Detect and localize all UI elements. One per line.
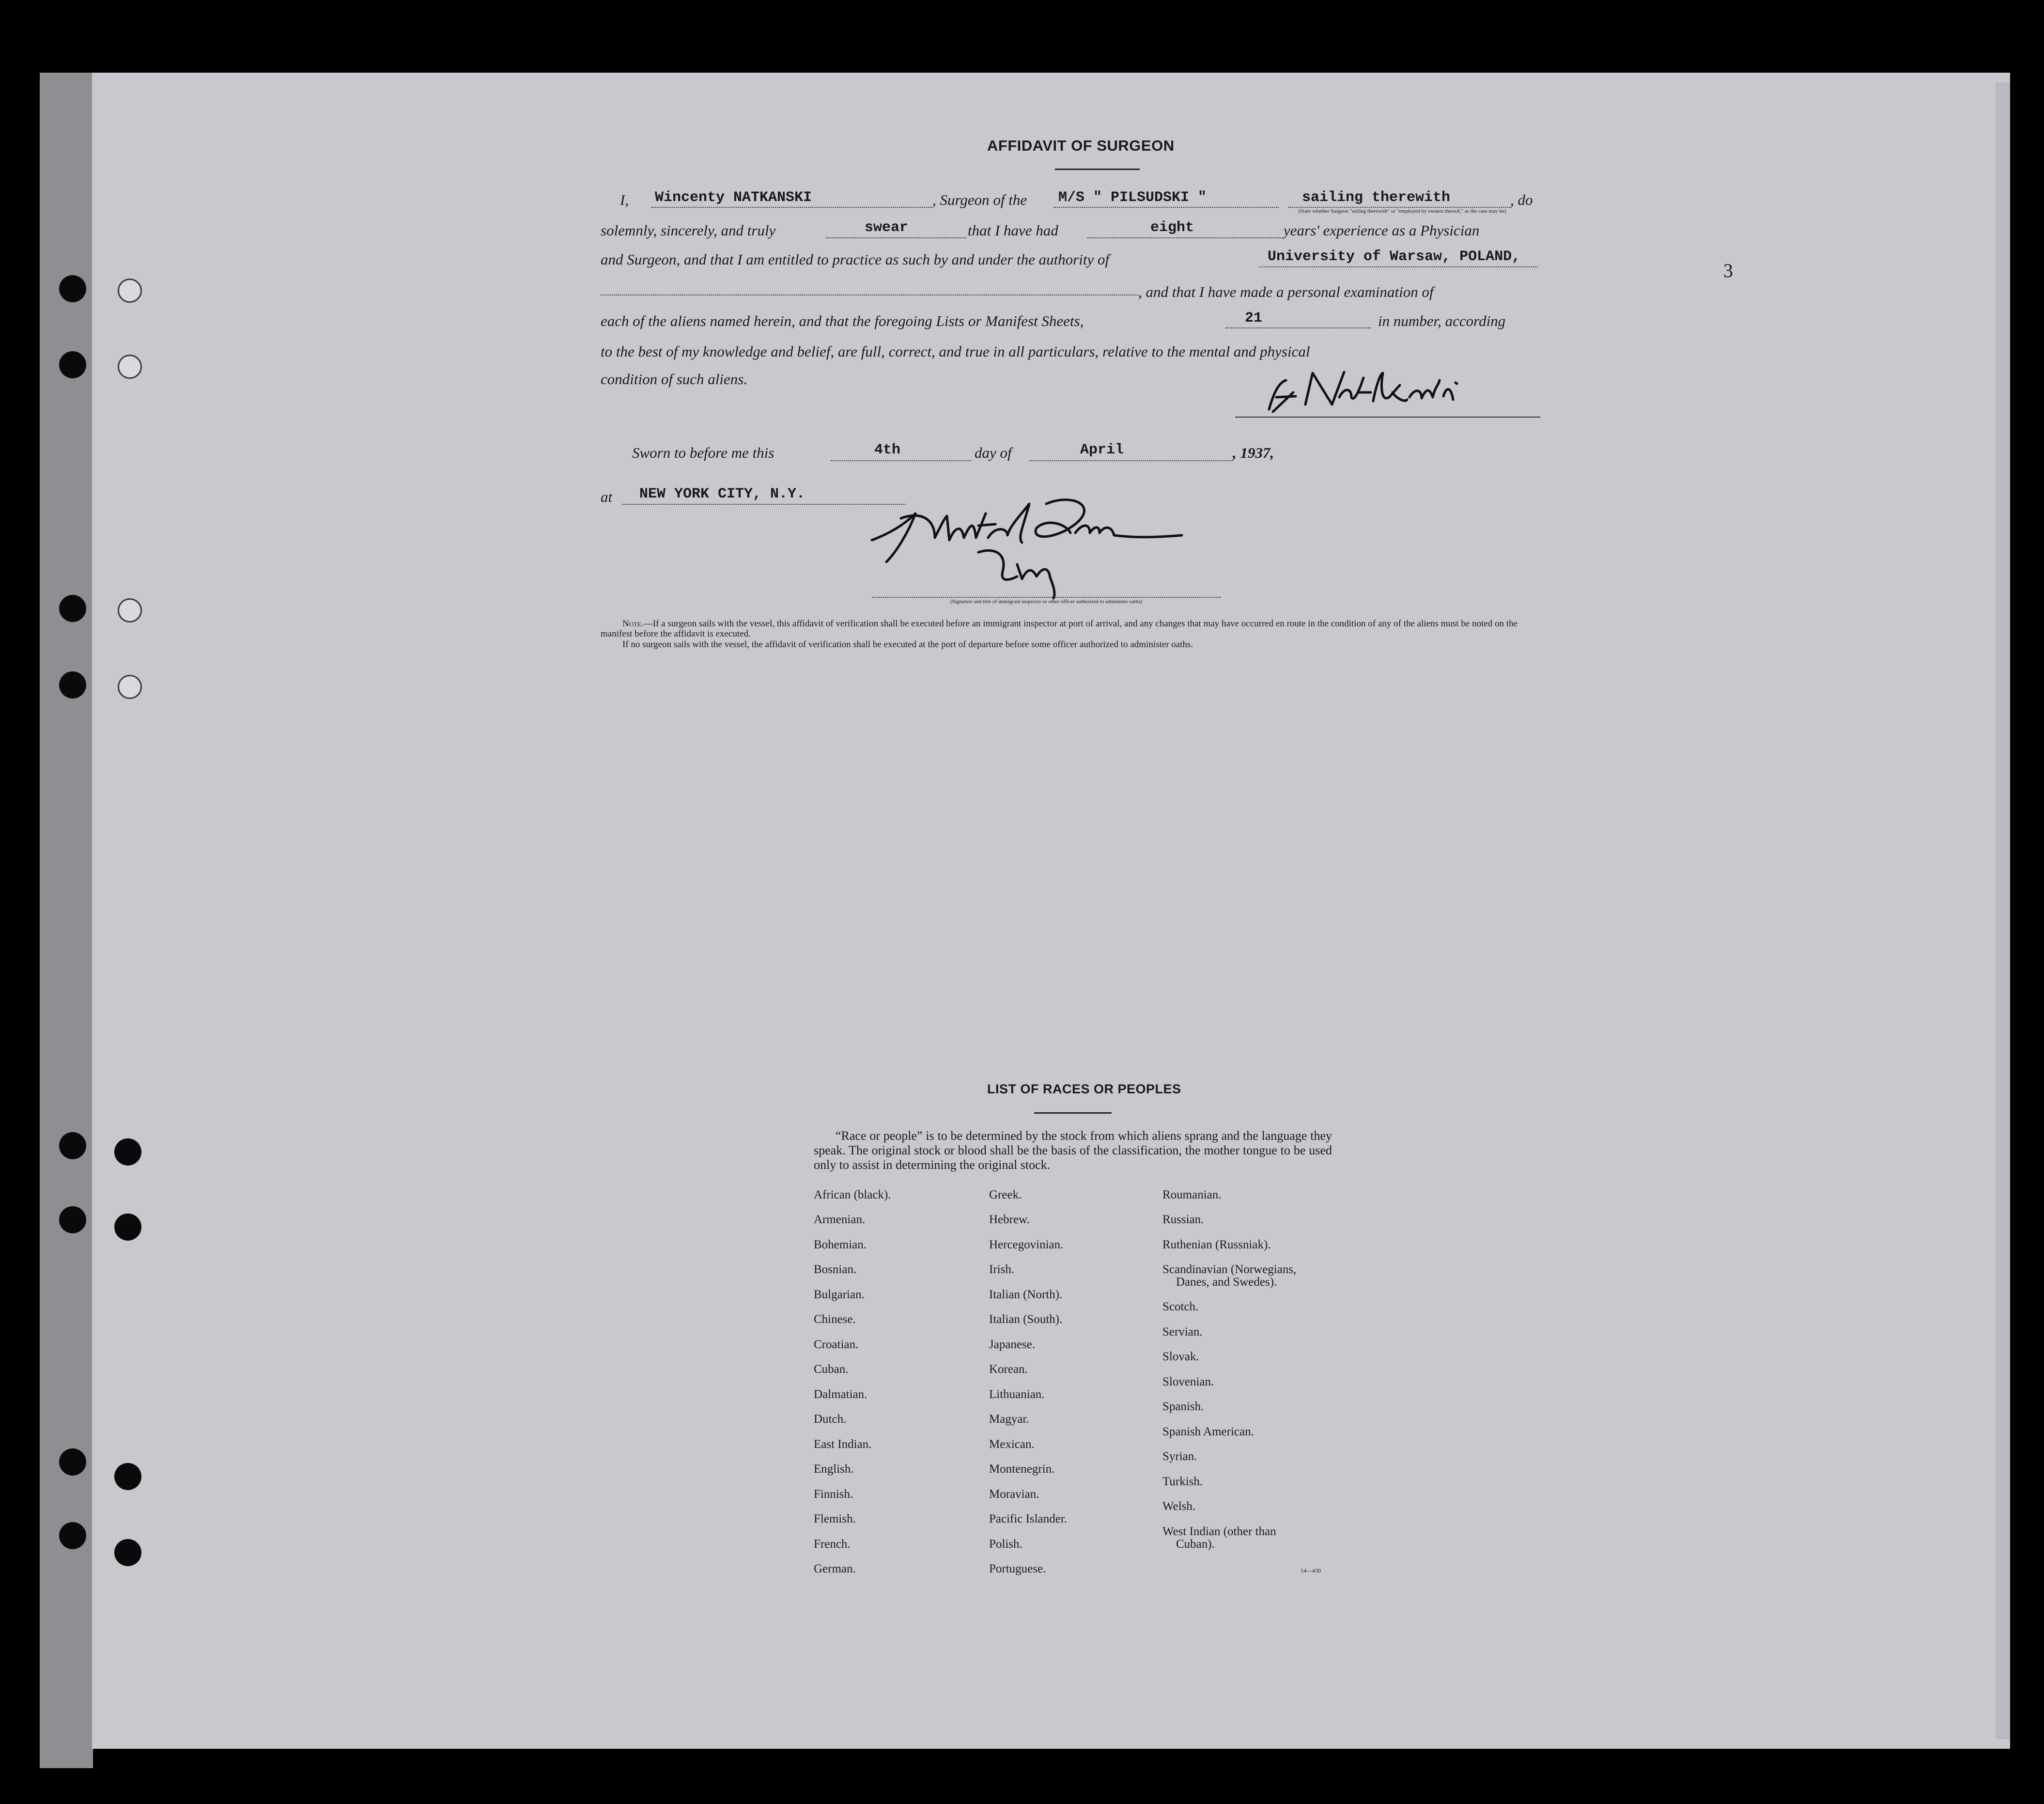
race-item: Greek. xyxy=(989,1188,1022,1201)
surgeon-name: Wincenty NATKANSKI xyxy=(655,189,812,206)
race-item: Italian (South). xyxy=(989,1313,1063,1326)
race-item: Slovak. xyxy=(1162,1350,1199,1363)
sheet-number: 3 xyxy=(1723,260,1733,281)
race-item: Pacific Islander. xyxy=(989,1512,1068,1525)
i-label: I, xyxy=(620,191,629,208)
race-item: Mexican. xyxy=(989,1438,1035,1451)
sheet-count: 21 xyxy=(1245,310,1263,327)
race-item: Dalmatian. xyxy=(814,1388,867,1401)
surgeon-status: sailing therewith xyxy=(1302,189,1451,206)
race-item: Finnish. xyxy=(814,1488,853,1501)
title-underline xyxy=(1055,169,1140,170)
races-title-underline xyxy=(1034,1112,1112,1114)
line2-text-c: years' experience as a Physician xyxy=(1284,222,1480,239)
status-note: (State whether Surgeon "sailing therewith" or "employed by owners thereof," as the case may be) xyxy=(1298,208,1506,214)
race-item: East Indian. xyxy=(814,1438,872,1451)
race-item: Dutch. xyxy=(814,1413,847,1426)
page-edge xyxy=(1996,82,2010,1739)
punch-hole-ring xyxy=(118,279,142,303)
race-item: Servian. xyxy=(1162,1325,1203,1338)
line6-text: to the best of my knowledge and belief, are full, correct, and true in all particulars, relative to the mental and physical xyxy=(601,343,1310,360)
note-lead: Note. xyxy=(622,619,644,629)
race-item: Korean. xyxy=(989,1363,1028,1376)
oath-word: swear xyxy=(865,219,909,236)
at-label: at xyxy=(601,488,613,505)
punch-hole xyxy=(59,1206,86,1233)
race-item: French. xyxy=(814,1538,851,1551)
race-item: Syrian. xyxy=(1162,1450,1197,1463)
punch-hole xyxy=(59,1448,86,1476)
races-title: LIST OF RACES OR PEOPLES xyxy=(987,1082,1181,1096)
race-item: African (black). xyxy=(814,1188,891,1201)
race-item: Chinese. xyxy=(814,1313,856,1326)
punch-hole xyxy=(114,1463,141,1490)
sworn-text-b: day of xyxy=(975,444,1012,461)
punch-hole-ring xyxy=(118,355,142,379)
punch-hole xyxy=(114,1213,141,1241)
race-item-cont: Danes, and Swedes). xyxy=(1176,1275,1277,1289)
punch-hole xyxy=(59,1522,86,1549)
race-item: Lithuanian. xyxy=(989,1388,1045,1401)
authority: University of Warsaw, POLAND, xyxy=(1268,249,1521,265)
race-item: Cuban. xyxy=(814,1363,849,1376)
race-item: Polish. xyxy=(989,1538,1022,1551)
race-item: Bosnian. xyxy=(814,1263,857,1276)
races-intro: “Race or people” is to be determined by the stock from which aliens sprang and the language they speak. The original stock or blood shall be the basis of the classification, the mother tongue to be used only to assist in determining the original stock. xyxy=(814,1129,1332,1172)
punch-hole-ring xyxy=(118,675,142,699)
race-item: Ruthenian (Russniak). xyxy=(1162,1238,1271,1251)
punch-hole xyxy=(59,275,86,302)
sworn-place: NEW YORK CITY, N.Y. xyxy=(639,486,805,502)
inspector-signature xyxy=(862,489,1240,601)
note-text: —If a surgeon sails with the vessel, this affidavit of verification shall be executed before an immigrant inspector at port of arrival, and any changes that may have occurred en route in the condition of any of the aliens must be noted on the manifest before the affidavit is executed. xyxy=(601,619,1518,639)
punch-hole xyxy=(59,351,86,378)
line5-text-b: in number, according xyxy=(1378,312,1506,329)
race-item: Spanish. xyxy=(1162,1400,1204,1413)
sworn-day: 4th xyxy=(874,442,901,458)
affidavit-note-2: If no surgeon sails with the vessel, the affidavit of verification shall be executed at the port of departure before some officer authorized to administer oaths. xyxy=(622,639,1193,650)
punch-hole xyxy=(59,671,86,699)
race-item: Armenian. xyxy=(814,1213,866,1226)
race-item: Roumanian. xyxy=(1162,1188,1222,1201)
race-item: Croatian. xyxy=(814,1338,859,1351)
surgeon-signature xyxy=(1259,358,1472,421)
line5-text-a: each of the aliens named herein, and that the foregoing Lists or Manifest Sheets, xyxy=(601,312,1084,329)
race-item: Irish. xyxy=(989,1263,1015,1276)
form-code: 14—430 xyxy=(1301,1567,1321,1574)
race-item: Scandinavian (Norwegians, xyxy=(1162,1263,1297,1276)
punch-hole xyxy=(59,595,86,622)
binder-strip xyxy=(40,73,93,1768)
punch-hole xyxy=(59,1132,86,1159)
affidavit-note xyxy=(601,619,1540,639)
race-item: Hercegovinian. xyxy=(989,1238,1064,1251)
race-item: Bulgarian. xyxy=(814,1288,865,1301)
race-item: Italian (North). xyxy=(989,1288,1063,1301)
punch-hole-ring xyxy=(118,598,142,622)
sworn-text-a: Sworn to before me this xyxy=(632,444,774,461)
race-item: Japanese. xyxy=(989,1338,1036,1351)
line4-text: , and that I have made a personal examination of xyxy=(1138,283,1434,300)
do-text: , do xyxy=(1510,191,1533,208)
race-item: Bohemian. xyxy=(814,1238,867,1251)
line2-text-a: solemnly, sincerely, and truly xyxy=(601,222,776,239)
line7-text: condition of such aliens. xyxy=(601,371,748,388)
race-item: Portuguese. xyxy=(989,1562,1046,1575)
race-item: West Indian (other than xyxy=(1162,1525,1276,1538)
race-item: Welsh. xyxy=(1162,1500,1196,1513)
years-experience: eight xyxy=(1150,219,1194,236)
punch-hole xyxy=(114,1539,141,1566)
race-item: Magyar. xyxy=(989,1413,1029,1426)
race-item: Turkish. xyxy=(1162,1475,1203,1488)
race-item: Russian. xyxy=(1162,1213,1204,1226)
vessel-name: M/S " PILSUDSKI " xyxy=(1058,189,1207,206)
affidavit-title: AFFIDAVIT OF SURGEON xyxy=(987,137,1175,154)
race-item: Flemish. xyxy=(814,1512,856,1525)
punch-hole xyxy=(114,1138,141,1166)
signature-caption: (Signature and title of immigrant inspector or other officer authorized to administer oaths) xyxy=(950,599,1143,605)
race-item: Spanish American. xyxy=(1162,1425,1254,1438)
line2-text-b: that I have had xyxy=(968,222,1058,239)
line3-text: and Surgeon, and that I am entitled to practice as such by and under the authority of xyxy=(601,251,1110,268)
race-item: Scotch. xyxy=(1162,1300,1199,1313)
surgeon-of-text: , Surgeon of the xyxy=(932,191,1027,208)
race-item: Montenegrin. xyxy=(989,1462,1055,1476)
race-item: Moravian. xyxy=(989,1488,1039,1501)
race-item: Hebrew. xyxy=(989,1213,1030,1226)
race-item: German. xyxy=(814,1562,856,1575)
sworn-month: April xyxy=(1080,442,1124,458)
race-item: English. xyxy=(814,1462,854,1476)
sworn-year: , 1937, xyxy=(1233,444,1274,461)
race-item-cont: Cuban). xyxy=(1176,1538,1215,1551)
race-item: Slovenian. xyxy=(1162,1375,1214,1388)
